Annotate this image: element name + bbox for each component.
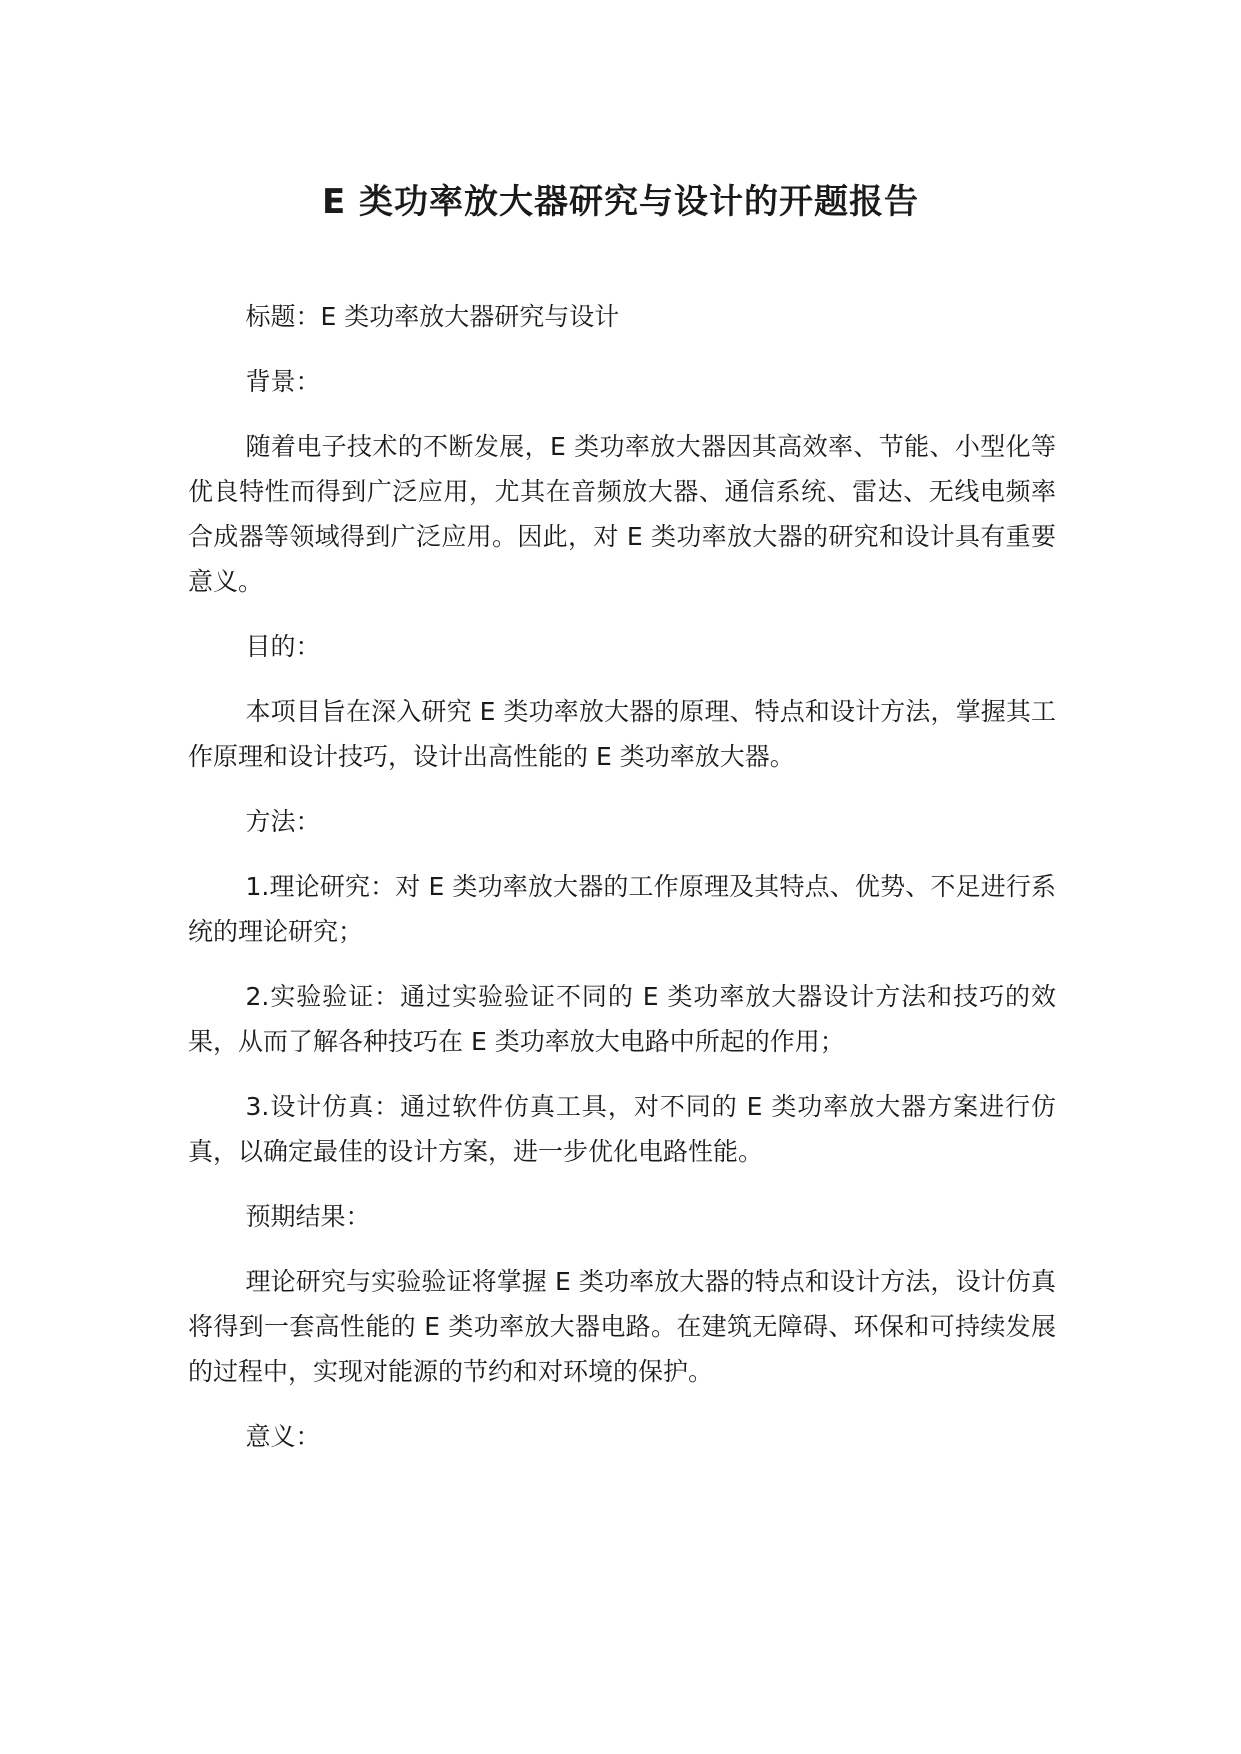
- paragraph-method-1: 1.理论研究：对 E 类功率放大器的工作原理及其特点、优势、不足进行系统的理论研究；: [188, 872, 1056, 946]
- heading-method: 方法：: [245, 807, 321, 836]
- heading-expected-results: 预期结果：: [245, 1202, 371, 1231]
- paragraph-topic: 标题：E 类功率放大器研究与设计: [245, 302, 620, 331]
- document-title: E 类功率放大器研究与设计的开题报告: [321, 182, 920, 222]
- paragraph-background: 随着电子技术的不断发展，E 类功率放大器因其高效率、节能、小型化等优良特性而得到广泛应用，尤其在音频放大器、通信系统、雷达、无线电频率合成器等领域得到广泛应用。因此，对 E 类功率放大器的研究和设计具有重要意义。: [188, 432, 1056, 596]
- document-body: [188, 294, 1056, 1479]
- heading-significance: 意义：: [245, 1422, 321, 1451]
- heading-background: 背景：: [245, 367, 321, 396]
- paragraph-method-2: 2.实验验证：通过实验验证不同的 E 类功率放大器设计方法和技巧的效果，从而了解各种技巧在 E 类功率放大电路中所起的作用；: [188, 982, 1056, 1056]
- paragraph-purpose: 本项目旨在深入研究 E 类功率放大器的原理、特点和设计方法，掌握其工作原理和设计技巧，设计出高性能的 E 类功率放大器。: [188, 697, 1056, 771]
- paragraph-method-3: 3.设计仿真：通过软件仿真工具，对不同的 E 类功率放大器方案进行仿真，以确定最佳的设计方案，进一步优化电路性能。: [188, 1092, 1056, 1166]
- paragraph-expected-results: 理论研究与实验验证将掌握 E 类功率放大器的特点和设计方法，设计仿真将得到一套高性能的 E 类功率放大器电路。在建筑无障碍、环保和可持续发展的过程中，实现对能源的节约和对环境的保护。: [188, 1267, 1056, 1386]
- heading-purpose: 目的：: [245, 632, 321, 661]
